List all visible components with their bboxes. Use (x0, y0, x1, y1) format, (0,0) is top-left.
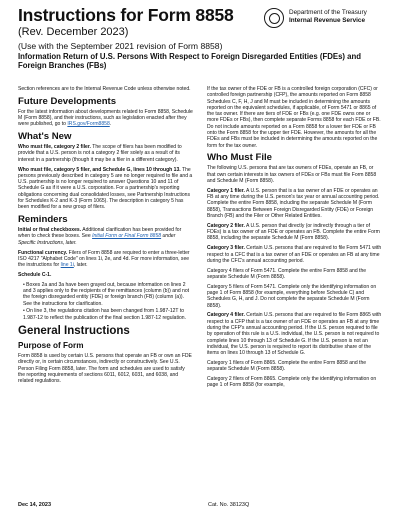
agency-name: Department of the Treasury (289, 9, 367, 16)
item-text: Filers of Form 8858 are required to enter a three-letter ISO 4217 "Alphabet Code" on lines 1i, 2e, and 4d. For more information, see the instructions for (18, 249, 190, 269)
item-text: Certain U.S. persons that are required to file Form 5471 with respect to a CFC that is a tax owner of an FDE or operates an FB at any time during the CFC's annual accounting period. (207, 245, 382, 264)
reminder-item-2 (18, 250, 193, 269)
treasury-logo (264, 8, 382, 32)
purpose-text: Form 8858 is used by certain U.S. persons that operate an FB or own an FDE directly or, in certain circumstances, indirectly or constructively. See U.S. Person Filing Form 8858, later. The form and schedules are used to satisfy the reporting requirements of sections 6011, 6012, 6031, and 6038, and related regulations. (18, 353, 192, 385)
item-text: A U.S. person that is a tax owner of an FDE or operates an FB at any time during the U.S. person's tax year or annual accounting period. Complete the entire Form 8858, including the separate Schedule M (Form 8858), Transactions Between Foreign Disregarded Entity (FDE) or Foreign Branch (FB) and the Filer or Other Related Entities. (207, 187, 380, 220)
right-column (207, 86, 382, 496)
initial-final-link[interactable]: Initial Form or Final Form 8858 (92, 233, 162, 240)
line-1i-link[interactable]: line 1i (60, 262, 74, 269)
who-must-file-heading: Who Must File (207, 152, 273, 164)
who-must-file-intro: The following U.S. persons that are tax owners of FDEs, operate an FB, or that own certain interests in tax owners of FDEs or FBs must file Form 8858 and Schedule M (Form 8858). (207, 165, 377, 185)
category-4-5471-note: Category 4 filers of Form 5471. Complete the entire Form 8858 and the separate Schedule M (Form 8858). (207, 267, 367, 280)
item-text: The persons previously described in category 5 are no longer required to file and a U.S. partnership is no longer required to answer Questions 10 and 11 of Schedule G as if it were a U.S. corporation. For a partnership's reporting obligations concerning dual consolidated losses, see Partnership Instructions for Schedules K-2 and K-3 (Form 1065). The description in category 5 has been modified for a new group of filers. (18, 166, 193, 211)
item-lead: Who must file, category 2 filer. (18, 144, 91, 151)
list-item: • Boxes 2a and 3a have been grayed out, because information on lines 2 and 3 applies only to the recipients of the remittances (column (b)) and not the foreign disregarded entity (FDE) or foreign branch (FB) (column (a)). See the instructions for clarification. (23, 282, 193, 307)
purpose-heading: Purpose of Form (18, 341, 84, 351)
intro-text: Section references are to the Internal Revenue Code unless otherwise noted. (18, 86, 191, 92)
category-2-8865-note: Category 2 filers of Form 8865. Complete only the identifying information on page 1 of Form 8858 (for example, (207, 376, 377, 389)
whats-new-item-1 (18, 144, 193, 163)
future-text: For the latest information about developments related to Form 8858, Schedule M (Form 8858), and their instructions, such as legislation enacted after they were published, go to (18, 108, 193, 128)
item-lead: Functional currency. (18, 249, 68, 256)
tax-owner-text: If the tax owner of the FDE or FB is a controlled foreign corporation (CFC) or controlled foreign partnership (CFP), the amounts reported on Form 8858 Schedules C, F, H, J and M must be included in determining the amounts reported on the equivalent schedules, if applicable, of Form 5471 or 8865 of the tax owner. If there are tiers of FDE or FBs (e.g. one FDE owns one or more FDEs or FBs), then complete separate Forms 8858 for each FDE or FB. Do not include amounts reported on a Form 8858 for a lower tier FDE or FB onto the Form 8858 for the upper tier FDE. However, the amounts for all the FDEs and FBs must be included in determining the amounts reported on the form for the tax owner. (207, 86, 381, 149)
item-tail: under Specific Instructions, later. (18, 233, 176, 246)
document-subtitle: Information Return of U.S. Persons With Respect to Foreign Disregarded Entities (FDEs) and Foreign Branches (FBs) (18, 52, 362, 70)
document-header (18, 5, 382, 70)
category-3-filer (207, 245, 382, 264)
category-2-filer (207, 223, 382, 242)
whats-new-item-2 (18, 167, 193, 211)
item-tail: , later. (73, 262, 88, 269)
general-instructions-heading: General Instructions (18, 325, 130, 338)
page-footer (18, 502, 382, 512)
reminders-heading: Reminders (18, 214, 68, 226)
item-text: Additional clarification has been provided for when to check these boxes. See (18, 227, 182, 240)
schedule-c1-list (18, 282, 193, 321)
catalog-number: Cat. No. 38123Q (208, 502, 250, 508)
future-developments-heading: Future Developments (18, 95, 117, 107)
item-lead: Who must file, category 5 filer, and Schedule G, lines 10 through 13. (18, 166, 181, 173)
item-lead: Category 1 filer. (207, 187, 245, 194)
category-4-filer (207, 312, 382, 356)
item-lead: Category 2 filer. (207, 222, 245, 229)
category-5-5471-note: Category 5 filers of Form 5471. Complete only the identifying information on page 1 of Form 8858 (for example, everything before Schedule C) and Schedules G, H, and J. Do not complete the separate Schedule M (Form 8858). (207, 283, 377, 309)
item-lead: Initial or final checkboxes. (18, 227, 82, 234)
item-text: A U.S. person that directly (or indirectly through a tier of FDEs) is a tax owner of an FDE or operates an FB. Complete the entire Form 8858, including the separate Schedule M (Form 8858). (207, 222, 380, 242)
schedule-c1-label: Schedule C-1. (18, 271, 52, 278)
list-item: • On line 3, the regulations citation has been changed from 1.987-12T to 1.987-12 to reflect the publication of the final section 1.987-12 regulation. (23, 308, 193, 321)
whats-new-heading: What's New (18, 131, 72, 143)
treasury-seal-icon (264, 8, 284, 28)
footer-date: Dec 14, 2023 (18, 502, 52, 508)
left-column (18, 86, 193, 496)
item-text: Certain U.S. persons that are required to file Form 8865 with respect to a CFP that is a tax owner of an FDE or operates an FB at any time during the CFP's annual accounting period. If the U.S. person required to file by operation of this rule is a U.S. individual, the U.S. person is not required to complete lines 10 through 13 of Schedule G. If the U.S. person is not an individual, the U.S. person is required to report its distributive share of the items on lines 10 through 13 of Schedule G. (207, 312, 382, 357)
reminder-item-1 (18, 227, 193, 246)
future-developments-text: For the latest information about developments related to Form 8858, Schedule M (Form 8858), and their instructions, such as legislation enacted after they were published, go to IRS.gov/Form8858. (18, 108, 193, 128)
category-1-8865-note: Category 1 filers of Form 8865. Complete the entire Form 8858 and the separate Schedule M (Form 8858). (207, 359, 367, 373)
item-lead: Category 3 filer. (207, 245, 245, 252)
item-lead: Category 4 filer. (207, 312, 245, 319)
item-text: The scope of filers has been modified to provide that a U.S. person is not a category 2 filer solely as a result of its interest in a partnership (though it may be a filer in a different category). (18, 144, 182, 163)
category-1-filer (207, 188, 382, 219)
revision-date: (Rev. December 2023) (18, 26, 129, 38)
agency-subname: Internal Revenue Service (289, 17, 366, 24)
document-title: Instructions for Form 8858 (18, 5, 234, 25)
use-with-note: (Use with the September 2021 revision of Form 8858) (18, 41, 223, 51)
form8858-link[interactable]: IRS.gov/Form8858 (67, 121, 110, 128)
